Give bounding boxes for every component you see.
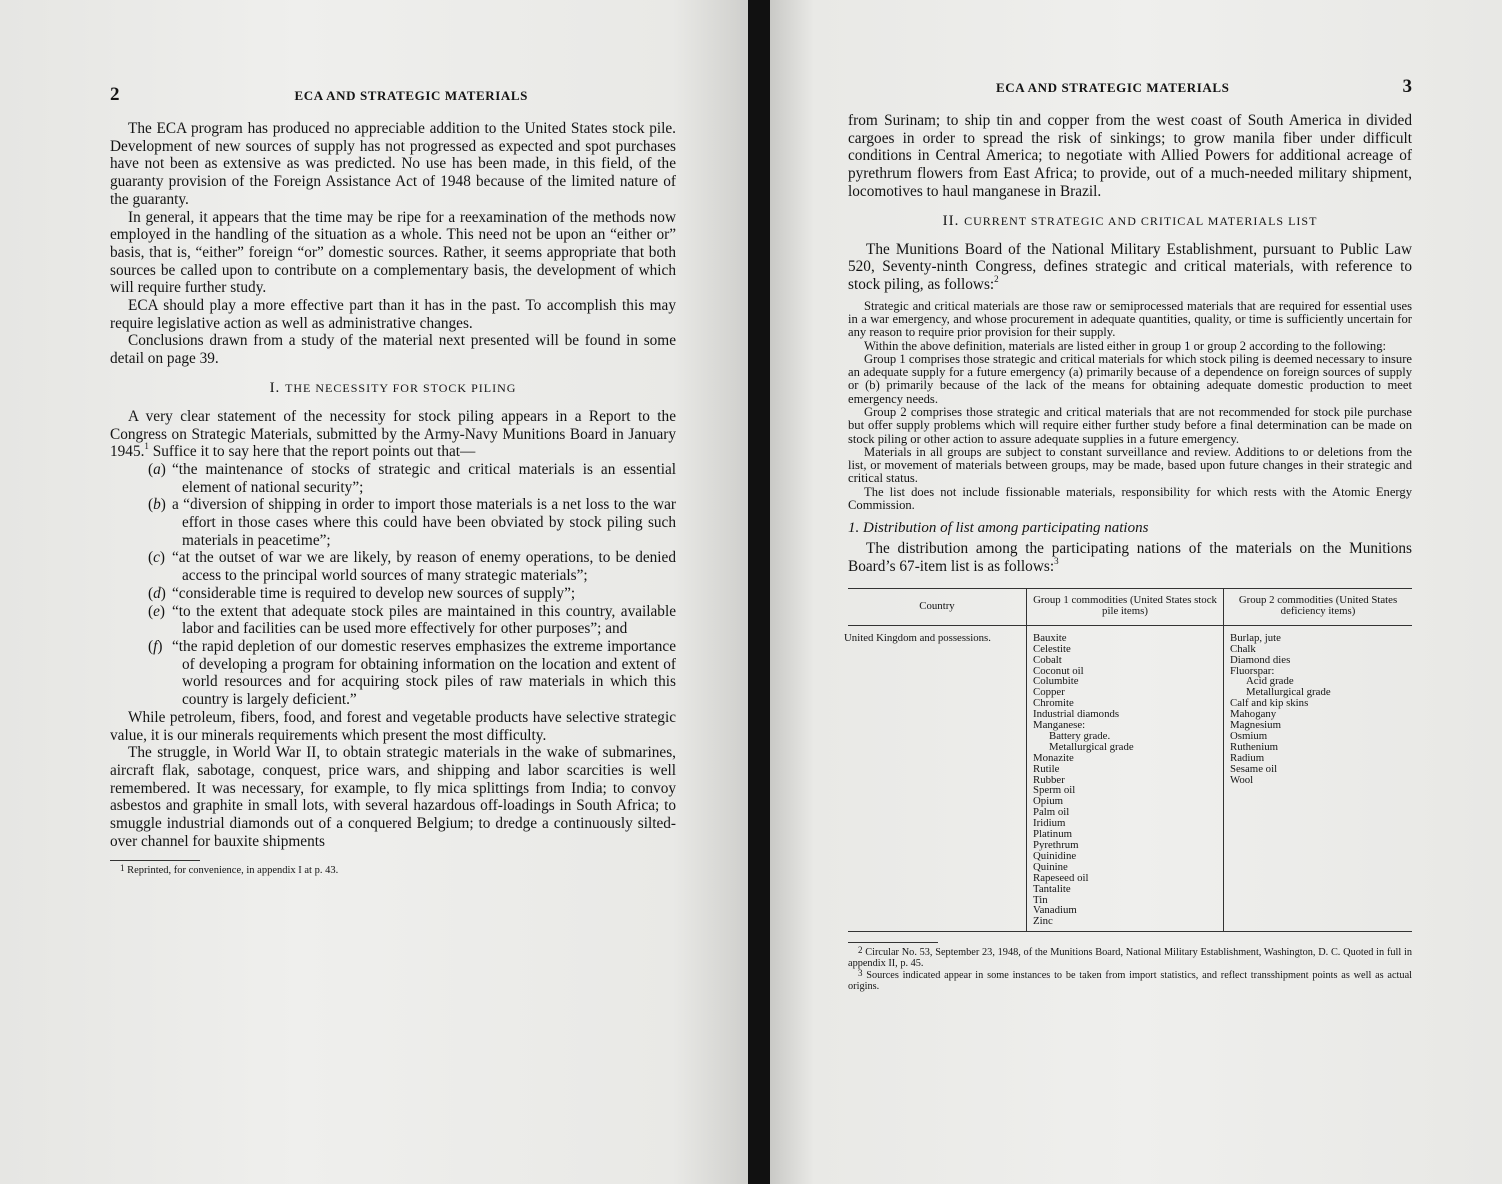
page-number: 3 bbox=[1402, 76, 1412, 97]
list-item: Monazite bbox=[1033, 751, 1074, 764]
quote-item bbox=[110, 585, 676, 603]
footnote bbox=[110, 865, 676, 877]
list-item: Mahogany bbox=[1230, 708, 1277, 721]
section-title: THE NECESSITY FOR STOCK PILING bbox=[285, 380, 517, 395]
page-number: 2 bbox=[110, 84, 120, 105]
definition-paragraph: Materials in all groups are subject to constant surveillance and review. Additions to or deletions from the list, or movement of materials between groups, may be made, based upon future changes in their strategic and critical status. bbox=[848, 444, 1412, 486]
body-paragraph: The ECA program has produced no appreciable addition to the United States stock pile. Development of new sources of supply has not progressed as expected and spot purchases have not been as extensive as was predicted. No use has been made, in this field, of the guaranty provision of the Foreign Assistance Act of 1948 because of the limited nature of the guaranty. bbox=[110, 120, 676, 208]
quote-text: “the maintenance of stocks of strategic and critical materials is an essential element of national security”; bbox=[172, 460, 676, 496]
footnote-mark: 3 bbox=[858, 967, 863, 978]
list-item: Metallurgical grade bbox=[1049, 740, 1134, 753]
list-item: Coconut oil bbox=[1033, 664, 1084, 677]
running-head bbox=[848, 76, 1412, 98]
right-page-content bbox=[844, 76, 1413, 992]
footnote-text: Reprinted, for convenience, in appendix I at p. 43. bbox=[127, 865, 339, 877]
quote-item bbox=[110, 549, 676, 584]
list-item: Ruthenium bbox=[1230, 740, 1278, 753]
footnote-text: Circular No. 53, September 23, 1948, of the Munitions Board, National Military Establishment, Washington, D. C. Quoted in full in appendix II, p. 45. bbox=[848, 947, 1412, 970]
list-item: Pyrethrum bbox=[1033, 839, 1079, 851]
list-item: Diamond dies bbox=[1230, 653, 1291, 666]
list-item: Osmium bbox=[1230, 729, 1268, 742]
quote-label: ( a ) bbox=[148, 461, 166, 479]
footnote-text: Sources indicated appear in some instances to be taken from import statistics, and reflect transshipment points as well as actual origins. bbox=[848, 969, 1413, 992]
list-item: Rutile bbox=[1033, 762, 1060, 775]
quote-text: “at the outset of war we are likely, by reason of enemy operations, to be denied access to the principal world sources of many strategic materials”; bbox=[172, 549, 676, 585]
list-item: Sesame oil bbox=[1230, 762, 1278, 775]
footnote-rule bbox=[848, 942, 938, 943]
list-item: Fluorspar: bbox=[1230, 664, 1275, 677]
section-heading bbox=[848, 213, 1412, 230]
distribution-paragraph bbox=[848, 540, 1412, 575]
list-item: Acid grade bbox=[1246, 675, 1294, 688]
footnote bbox=[848, 947, 1412, 969]
list-item: Wool bbox=[1230, 773, 1254, 786]
section-title: CURRENT STRATEGIC AND CRITICAL MATERIALS LIST bbox=[964, 213, 1318, 228]
intro-paragraph bbox=[110, 408, 676, 461]
quote-item bbox=[110, 496, 676, 549]
list-item: Columbite bbox=[1033, 675, 1079, 688]
list-item: Industrial diamonds bbox=[1033, 708, 1120, 721]
list-item: Chalk bbox=[1230, 642, 1256, 655]
section-numeral: I. bbox=[269, 379, 281, 396]
definition-paragraph: Group 2 comprises those strategic and critical materials that are not recommended for stock pile purchase but offer supply problems which will require either further study before a final determination can be made on stock piling or other action to assure adequate supplies in a future emergency. bbox=[848, 405, 1412, 446]
intro-text: A very clear statement of the necessity for stock piling appears in a Report to the Congress on Strategic Materials, submitted by the Army-Navy Munitions Board in January 1945. bbox=[110, 407, 676, 461]
intro-text: The Munitions Board of the National Military Establishment, pursuant to Public Law 520, Seventy-ninth Congress, defines strategic and critical materials, with reference to stock piling, as follows: bbox=[848, 240, 1412, 293]
paragraph-group-top bbox=[110, 120, 676, 368]
distribution-text: The distribution among the participating nations of the materials on the Munitions Board’s 67-item list is as follows: bbox=[848, 540, 1412, 576]
footnote-ref: 3 bbox=[1054, 556, 1059, 567]
footnote-ref: 1 bbox=[144, 441, 149, 452]
quote-text: “the rapid depletion of our domestic reserves emphasizes the extreme importance of developing a program for obtaining information on the location and extent of world resources and for acquiring stock piles of raw materials in which this country is largely deficient.” bbox=[172, 637, 676, 709]
footnote-ref: 2 bbox=[994, 273, 999, 284]
body-paragraph: While petroleum, fibers, food, and forest and vegetable products have selective strategic value, it is our minerals requirements which present the most difficulty. bbox=[110, 708, 676, 744]
list-item: Tantalite bbox=[1033, 882, 1071, 895]
body-paragraph: In general, it appears that the time may be ripe for a reexamination of the methods now employed in the handling of the situation as a whole. This need not be upon an “either or” basis, that is, “either” foreign “or” domestic sources. Rather, it seems appropriate that both sources be called upon to contribute on a complementary basis, the development of which will require further study. bbox=[110, 208, 676, 297]
intro-paragraph bbox=[848, 241, 1412, 294]
list-item: Cobalt bbox=[1033, 653, 1062, 666]
list-item: Tin bbox=[1033, 893, 1048, 906]
quote-label: ( c ) bbox=[148, 549, 165, 567]
quote-label: ( b ) bbox=[148, 496, 166, 514]
country-cell: United Kingdom and possessions. bbox=[844, 631, 991, 644]
column-header-group1: Group 1 commodities (United States stock pile items) bbox=[1027, 588, 1224, 625]
footnote-rule bbox=[110, 860, 200, 861]
quote-label: ( d ) bbox=[148, 585, 166, 603]
list-item: Zinc bbox=[1033, 915, 1053, 928]
left-page-content bbox=[110, 84, 676, 877]
definition-block bbox=[848, 300, 1412, 513]
list-item: Palm oil bbox=[1033, 806, 1070, 819]
footnote bbox=[848, 967, 1413, 992]
quote-item bbox=[110, 603, 676, 638]
quote-item bbox=[110, 638, 676, 709]
running-head-title: ECA AND STRATEGIC MATERIALS bbox=[996, 80, 1230, 95]
table-row bbox=[848, 625, 1412, 931]
list-item: Bauxite bbox=[1033, 631, 1067, 644]
quote-text: “considerable time is required to develop new sources of supply”; bbox=[172, 584, 576, 602]
definition-paragraph: The list does not include fissionable materials, responsibility for which rests with the Atomic Energy Commission. bbox=[848, 484, 1412, 513]
continuation-paragraph: from Surinam; to ship tin and copper from the west coast of South America in divided cargoes in order to spread the risk of sinkings; to grow manila fiber under difficult conditions in Central America; to negotiate with Allied Powers for additional acreage of pyrethrum flowers from East Africa; to provide, out of a much-needed military shipment, locomotives to haul manganese in Brazil. bbox=[848, 112, 1412, 200]
intro-tail: Suffice it to say here that the report points out that— bbox=[148, 443, 476, 461]
list-item: Copper bbox=[1033, 686, 1065, 699]
quote-item bbox=[110, 461, 676, 496]
definition-paragraph: Within the above definition, materials are listed either in group 1 or group 2 according to the following: bbox=[864, 338, 1386, 353]
quote-text: a “diversion of shipping in order to import those materials is a net loss to the war effort in those cases where this could have been obviated by stock piling such materials in peacetime”; bbox=[172, 496, 676, 549]
group1-cell bbox=[1027, 625, 1224, 931]
list-item: Quinine bbox=[1033, 860, 1068, 873]
quote-list bbox=[110, 461, 676, 709]
list-item: Rapeseed oil bbox=[1033, 871, 1089, 884]
footnotes bbox=[848, 947, 1412, 992]
list-item: Magnesium bbox=[1230, 719, 1281, 732]
group2-cell bbox=[1224, 625, 1413, 931]
list-item: Iridium bbox=[1033, 817, 1066, 830]
body-paragraph: Conclusions drawn from a study of the material next presented will be found in some detail on page 39. bbox=[110, 332, 676, 368]
list-item: Calf and kip skins bbox=[1230, 697, 1309, 710]
list-item: Vanadium bbox=[1033, 904, 1077, 917]
body-paragraph: The struggle, in World War II, to obtain strategic materials in the wake of submarines, aircraft flak, sabotage, conquest, price wars, and shipping and labor scarcities is well remembered. It was necessary, for example, to fly mica splittings from India; to convoy asbestos and graphite in small lots, with several hazardous off-loadings in South Africa; to smuggle industrial diamonds out of a conquered Belgium; to dredge a continuously silted-over channel for bauxite shipments bbox=[110, 744, 676, 850]
definition-paragraph: Strategic and critical materials are those raw or semiprocessed materials that are required for essential uses in a war emergency, and whose procurement in adequate quantities, quality, or time is sufficiently uncertain for any reason to require prior provision for their supply. bbox=[848, 298, 1412, 340]
subsection-heading: 1. Distribution of list among participating nations bbox=[848, 520, 1149, 537]
body-paragraph: ECA should play a more effective part than it has in the past. To accomplish this may require legislative action as well as administrative changes. bbox=[110, 297, 676, 332]
list-item: Rubber bbox=[1033, 773, 1065, 786]
table-header-row bbox=[848, 588, 1412, 625]
list-item: Radium bbox=[1230, 751, 1265, 764]
quote-text: “to the extent that adequate stock piles are maintained in this country, available labor and facilities can be used more effectively for other purposes”; and bbox=[172, 602, 676, 638]
list-item: Burlap, jute bbox=[1230, 631, 1281, 644]
quote-label: ( f ) bbox=[148, 638, 162, 656]
list-item: Metallurgical grade bbox=[1246, 686, 1331, 699]
list-item: Sperm oil bbox=[1033, 784, 1076, 797]
running-head-title: ECA AND STRATEGIC MATERIALS bbox=[294, 88, 528, 103]
list-item: Celestite bbox=[1033, 642, 1071, 655]
list-item: Chromite bbox=[1033, 697, 1074, 710]
list-item: Battery grade. bbox=[1049, 729, 1111, 742]
right-page bbox=[770, 0, 1502, 1184]
list-item: Manganese: bbox=[1033, 719, 1086, 732]
column-header-country: Country bbox=[848, 588, 1027, 625]
footnote-mark: 2 bbox=[858, 945, 863, 956]
book-gutter bbox=[748, 0, 770, 1184]
distribution-table bbox=[844, 588, 1412, 932]
left-page bbox=[0, 0, 748, 1184]
footnote-mark: 1 bbox=[120, 863, 125, 874]
running-head bbox=[110, 84, 676, 106]
list-item: Opium bbox=[1033, 795, 1063, 808]
list-item: Platinum bbox=[1033, 828, 1072, 841]
column-header-group2: Group 2 commodities (United States deficiency items) bbox=[1224, 588, 1413, 625]
quote-label: ( e ) bbox=[148, 603, 165, 621]
definition-paragraph: Group 1 comprises those strategic and critical materials for which stock piling is deemed necessary to insure an adequate supply for a future emergency (a) primarily because of a dependence on foreign sources of supply or (b) primarily because of the lack of the means for obtaining adequate domestic production to meet emergency needs. bbox=[848, 351, 1412, 406]
paragraph-group-bottom bbox=[110, 709, 676, 851]
section-heading bbox=[110, 380, 676, 397]
list-item: Quinidine bbox=[1033, 849, 1077, 862]
section-numeral: II. bbox=[942, 212, 960, 229]
